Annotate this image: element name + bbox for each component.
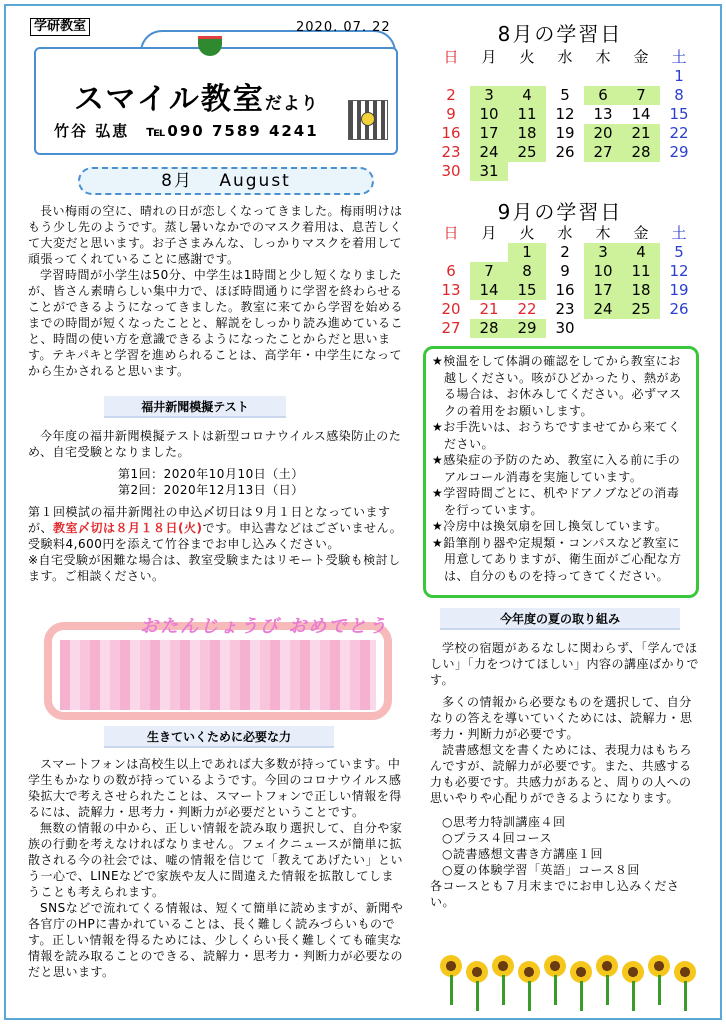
calendar-day: 20 <box>441 300 461 318</box>
stem-shape <box>658 975 661 1005</box>
calendar-day: 31 <box>470 162 508 181</box>
calendar-day: 25 <box>508 143 546 162</box>
calendar-day <box>622 67 660 86</box>
calendar-day: 8 <box>674 86 684 104</box>
calendar-day: 1 <box>674 67 684 85</box>
calendar-day <box>546 67 584 86</box>
summer-section <box>430 640 702 910</box>
deadline-text-a: 第１回模試の福井新聞社の申込〆切日は９月１日となっていますが、 <box>28 505 391 535</box>
month-banner: 8月 August <box>78 167 374 195</box>
calendar-day: 18 <box>622 281 660 300</box>
weekday-header: 土 <box>671 224 687 242</box>
fukui-round2: 第2回：2020年12月13日（日） <box>118 483 304 497</box>
calendar-day: 12 <box>669 262 689 280</box>
calendar-day: 16 <box>555 281 575 299</box>
life-paragraph: 無数の情報の中から、正しい情報を読み取り選択して、自分や家族の行動を考えなければなりません。フェイクニュースが簡単に拡散される今の社会では、嘘の情報を信じて「教えてあげたい」という一心で、LINEなどで家族や友人に間違えた情報を拡散してしまうことも考えられます。 <box>28 821 404 899</box>
calendar-day: 19 <box>669 281 689 299</box>
fukui-note: ※自宅受験が困難な場合は、教室受験またはリモート受験も検討します。ご相談ください。 <box>28 553 401 583</box>
sunflower-icon <box>466 961 488 983</box>
weekday-header: 火 <box>519 48 535 66</box>
calendar-day: 23 <box>441 143 461 161</box>
calendar-day: 30 <box>555 319 575 337</box>
august-calendar <box>432 48 698 181</box>
calendar-day: 19 <box>555 124 575 142</box>
calendar-day: 8 <box>508 262 546 281</box>
calendar-day: 12 <box>555 105 575 123</box>
fukui-deadline <box>28 504 406 552</box>
course-list <box>430 814 702 878</box>
calendar-day: 28 <box>470 319 508 338</box>
weekday-header: 日 <box>443 224 459 242</box>
sunflowers-decoration <box>438 955 706 1010</box>
calendar-day: 22 <box>669 124 689 142</box>
calendar-day <box>470 243 508 262</box>
calendar-day: 14 <box>631 105 651 123</box>
teacher-contact: 竹谷 弘恵 ℡090 7589 4241 <box>54 122 319 140</box>
stem-shape <box>580 981 583 1011</box>
calendar-day: 24 <box>584 300 622 319</box>
calendar-day: 29 <box>669 143 689 161</box>
calendar-day: 16 <box>441 124 461 142</box>
newsletter-title <box>74 74 319 118</box>
course-item: ○プラス４回コース <box>442 831 553 845</box>
september-calendar-title: 9月の学習日 <box>497 200 623 224</box>
rule-item: ★検温をして体調の確認をしてから教室にお越しください。咳がひどかったり、熱がある場合は、お休みしてください。必ずマスクの着用をお願いします。 <box>432 354 682 418</box>
calendar-day: 17 <box>470 124 508 143</box>
life-heading: 生きていくために必要な力 <box>104 726 334 748</box>
birthday-heading: おたんじょうび おめでとう <box>140 616 389 637</box>
rule-item: ★お手洗いは、おうちですませてから来てください。 <box>432 420 681 451</box>
calendar-day: 6 <box>446 262 456 280</box>
weekday-header: 火 <box>519 224 535 242</box>
calendar-day: 26 <box>669 300 689 318</box>
sunflower-icon <box>492 955 514 977</box>
calendar-day: 11 <box>622 262 660 281</box>
sunflower-icon <box>544 955 566 977</box>
weekday-header: 日 <box>443 48 459 66</box>
calendar-day: 27 <box>584 143 622 162</box>
stem-shape <box>450 975 453 1005</box>
calendar-day: 30 <box>441 162 461 180</box>
rule-item: ★冷房中は換気扇を回し換気しています。 <box>432 519 668 533</box>
life-section <box>28 756 406 980</box>
calendar-day: 3 <box>470 86 508 105</box>
calendar-day: 4 <box>508 86 546 105</box>
stem-shape <box>528 981 531 1011</box>
calendar-day: 13 <box>441 281 461 299</box>
weekday-header: 金 <box>633 224 649 242</box>
sunflower-icon <box>596 955 618 977</box>
fukui-heading: 福井新聞模擬テスト <box>104 396 286 418</box>
sunflower-icon <box>570 961 592 983</box>
safety-rules-box <box>423 346 699 598</box>
summer-paragraph: 読書感想文を書くためには、表現力はもちろんですが、読解力が必要です。また、共感する力も必要です。共感力があると、周りの人への思いやりや心配りができるようになります。 <box>430 743 693 805</box>
course-item: ○夏の体験学習「英語」コース８回 <box>442 863 640 877</box>
stem-shape <box>684 981 687 1011</box>
rule-item: ★鉛筆削り器や定規類・コンパスなど教室に用意してありますが、衛生面がご心配な方は、自分のものを持ってきてください。 <box>432 535 682 583</box>
calendar-day: 5 <box>560 86 570 104</box>
calendar-day: 17 <box>584 281 622 300</box>
calendar-day: 29 <box>508 319 546 338</box>
course-item: ○思考力特訓講座４回 <box>442 815 566 829</box>
weekday-header: 木 <box>595 48 611 66</box>
stem-shape <box>606 975 609 1005</box>
weekday-header: 水 <box>557 48 573 66</box>
brand-label: 学研教室 <box>30 18 90 36</box>
calendar-day: 3 <box>584 243 622 262</box>
calendar-day: 21 <box>622 124 660 143</box>
calendar-day: 25 <box>622 300 660 319</box>
calendar-day: 11 <box>508 105 546 124</box>
sunflower-icon <box>518 961 540 983</box>
calendar-day: 10 <box>584 262 622 281</box>
fukui-section <box>28 428 406 584</box>
september-calendar <box>432 224 698 338</box>
rule-item: ★学習時間ごとに、机やドアノブなどの消毒を行っています。 <box>432 486 680 517</box>
weekday-header: 月 <box>481 224 497 242</box>
august-calendar-title: 8月の学習日 <box>497 22 623 46</box>
sunflower-icon <box>648 955 670 977</box>
intro-paragraph: 長い梅雨の空に、晴れの日が恋しくなってきました。梅雨明けはもう少し先のようです。蒸し暑いなかでのマスク着用は、息苦しくて大変だと思います。お子さまみんな、しっかりマスクを着用して頑張ってくれていることに感謝です。 <box>28 204 403 266</box>
calendar-day: 14 <box>470 281 508 300</box>
calendar-day: 4 <box>622 243 660 262</box>
calendar-day: 7 <box>470 262 508 281</box>
stem-shape <box>554 975 557 1005</box>
calendar-day: 15 <box>508 281 546 300</box>
life-paragraph: SNSなどで流れてくる情報は、短くて簡単に読めますが、新聞や各官庁のHPに書かれていることは、長く難しく読みづらいものです。正しい情報を得るためには、少しくらい長く難しくても確実な情報を読み取ることのできる、読解力・思考力・判断力が必要なのだと思います。 <box>28 901 404 979</box>
weekday-header: 月 <box>481 48 497 66</box>
sunflower-icon <box>440 955 462 977</box>
birthday-names-mosaic <box>60 640 376 710</box>
title-suffix: だより <box>264 94 319 114</box>
calendar-day <box>508 67 546 86</box>
summer-paragraph: 多くの情報から必要なものを選択して、自分なりの答えを導いていくためには、読解力・思考力・判断力が必要です。 <box>430 695 693 741</box>
calendar-day: 18 <box>508 124 546 143</box>
calendar-day: 21 <box>479 300 499 318</box>
title-main: スマイル教室 <box>74 82 265 117</box>
intro-section <box>28 203 406 379</box>
fukui-intro: 今年度の福井新聞模擬テストは新型コロナウイルス感染防止のため、自宅受験となりました。 <box>28 429 402 459</box>
calendar-day: 5 <box>674 243 684 261</box>
calendar-day <box>470 67 508 86</box>
weekday-header: 金 <box>633 48 649 66</box>
calendar-day: 6 <box>584 86 622 105</box>
course-item: ○読書感想文書き方講座１回 <box>442 847 603 861</box>
weekday-header: 水 <box>557 224 573 242</box>
calendar-day: 15 <box>669 105 689 123</box>
summer-heading: 今年度の夏の取り組み <box>440 608 680 630</box>
calendar-day: 7 <box>622 86 660 105</box>
calendar-day <box>584 67 622 86</box>
calendar-day: 24 <box>470 143 508 162</box>
calendar-day: 2 <box>560 243 570 261</box>
summer-closing: 各コースとも７月末までにお申し込みください。 <box>430 879 680 909</box>
calendar-day: 1 <box>508 243 546 262</box>
calendar-day: 2 <box>446 86 456 104</box>
smiley-icon <box>361 112 375 126</box>
issue-date: 2020. 07. 22 <box>296 20 391 35</box>
calendar-day: 13 <box>593 105 613 123</box>
calendar-day: 9 <box>560 262 570 280</box>
calendar-day <box>432 67 470 86</box>
calendar-day: 22 <box>517 300 537 318</box>
stem-shape <box>476 981 479 1011</box>
fukui-round1: 第1回：2020年10月10日（土） <box>118 467 304 481</box>
calendar-day: 26 <box>555 143 575 161</box>
stem-shape <box>632 981 635 1011</box>
sunflower-icon <box>674 961 696 983</box>
calendar-day: 23 <box>555 300 575 318</box>
life-paragraph: スマートフォンは高校生以上であれば大多数が持っています。中学生もかなりの数が持っているようです。今回のコロナウイルス感染拡大で考えさせられたことは、スマートフォンで正しい情報を得るには、読解力・思考力・判断力が必要だということです。 <box>28 757 402 819</box>
stem-shape <box>502 975 505 1005</box>
summer-paragraph: 学校の宿題があるなしに関わらず、「学んでほしい」「力をつけてほしい」内容の講座ばかりです。 <box>430 641 700 687</box>
calendar-day <box>432 243 470 262</box>
rule-item: ★感染症の予防のため、教室に入る前に手のアルコール消毒を実施しています。 <box>432 453 681 484</box>
calendar-day: 27 <box>441 319 461 337</box>
weekday-header: 木 <box>595 224 611 242</box>
weekday-header: 土 <box>671 48 687 66</box>
calendar-day: 20 <box>584 124 622 143</box>
calendar-day: 28 <box>622 143 660 162</box>
calendar-day: 10 <box>470 105 508 124</box>
deadline-text-c: です。申込書などはございません。受験料4,600円を添えて竹谷までお申し込みください。 <box>28 521 403 551</box>
deadline-highlight: 教室〆切は８月１８日(火) <box>53 521 203 535</box>
calendar-day: 9 <box>446 105 456 123</box>
intro-paragraph: 学習時間が小学生は50分、中学生は1時間と少し短くなりましたが、皆さん素晴らしい集中力で、ほぼ時間通りに学習を終わらせることができるようになってきました。教室に来てから学習を始めるまでの時間が短くなったことと、解説をしっかり読み進めていること、時間の使い方を意識できるようになったことからだと思います。テキパキと学習を進められることは、高学年・中学生になってから生かされると思います。 <box>28 268 404 378</box>
sunflower-icon <box>622 961 644 983</box>
